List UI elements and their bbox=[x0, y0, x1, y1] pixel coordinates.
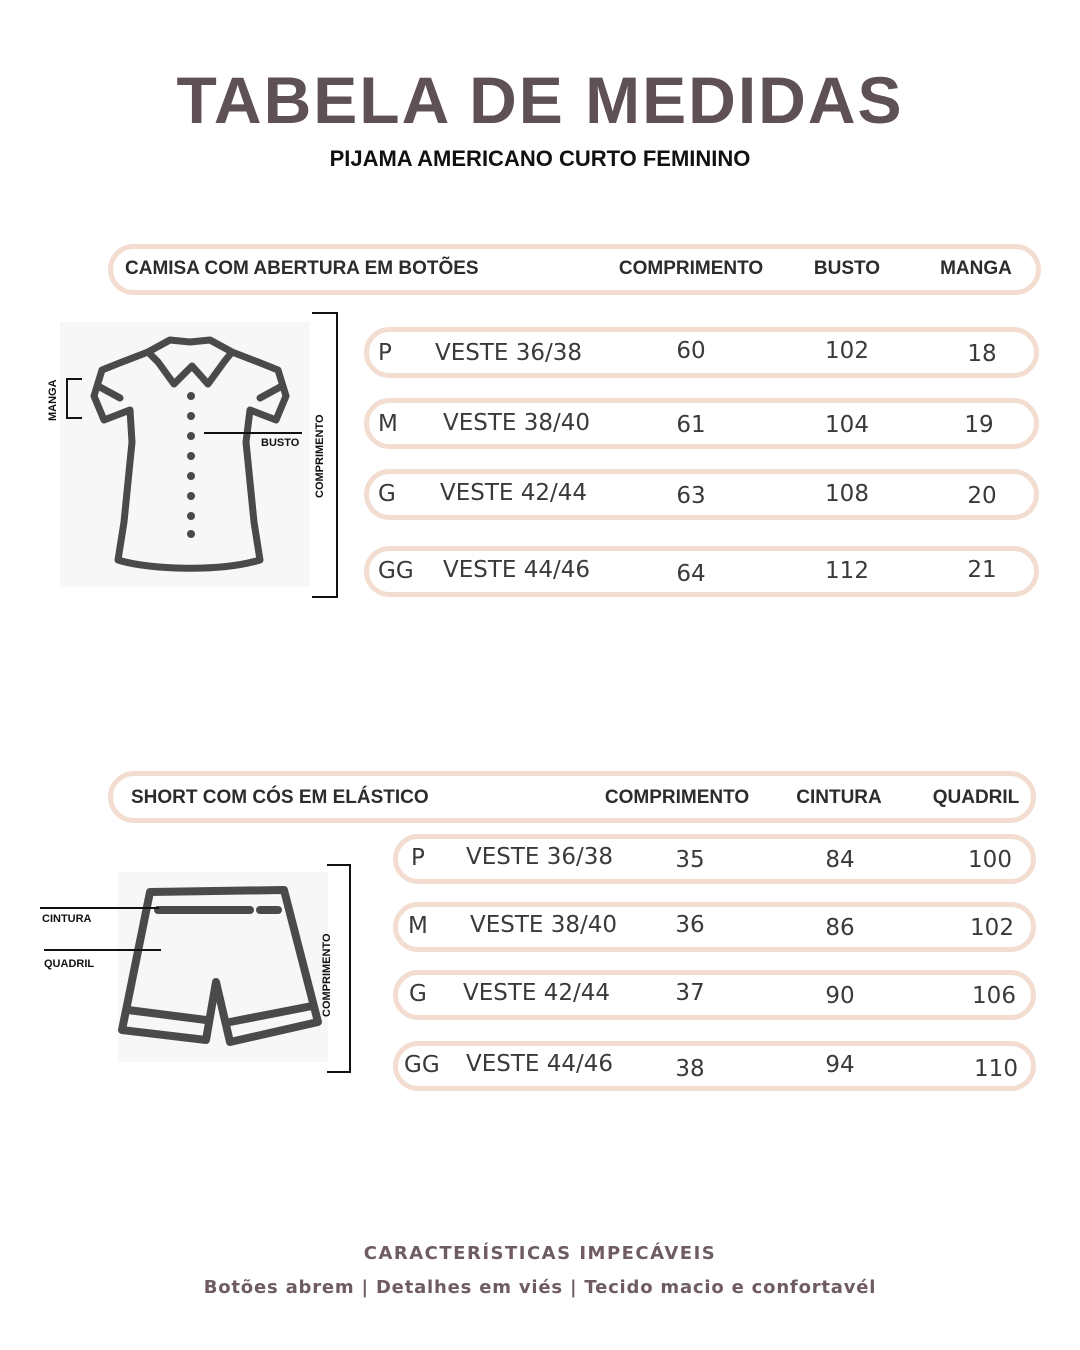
page-subtitle: PIJAMA AMERICANO CURTO FEMININO bbox=[329, 146, 751, 171]
size-cell: G bbox=[409, 981, 427, 1007]
shorts-header-title: SHORT COM CÓS EM ELÁSTICO bbox=[131, 787, 429, 808]
cintura-cell: 94 bbox=[825, 1052, 855, 1078]
size-cell: GG bbox=[404, 1052, 440, 1078]
fit-cell: VESTE 42/44 bbox=[440, 480, 588, 506]
size-cell: M bbox=[408, 913, 428, 939]
comprimento-cell: 36 bbox=[675, 912, 705, 938]
comprimento-cell: 37 bbox=[675, 980, 705, 1006]
size-cell: G bbox=[378, 481, 396, 507]
manga-bracket-bottom bbox=[66, 417, 82, 419]
cintura-label: CINTURA bbox=[42, 913, 92, 925]
busto-label: BUSTO bbox=[261, 437, 300, 449]
quadril-cell: 100 bbox=[968, 847, 1012, 873]
quadril-line bbox=[44, 949, 161, 951]
shirt-header-manga: MANGA bbox=[940, 258, 1012, 279]
comprimento-cell: 63 bbox=[676, 483, 706, 509]
quadril-cell: 106 bbox=[972, 983, 1016, 1009]
fit-cell: VESTE 38/40 bbox=[470, 912, 618, 938]
shirt-comprimento-label: COMPRIMENTO bbox=[314, 414, 326, 498]
manga-cell: 20 bbox=[967, 483, 997, 509]
size-cell: P bbox=[411, 845, 425, 871]
shorts-header-quadril: QUADRIL bbox=[932, 787, 1020, 808]
manga-cell: 18 bbox=[967, 341, 997, 367]
fit-cell: VESTE 36/38 bbox=[435, 340, 583, 366]
manga-bracket-top bbox=[66, 378, 82, 380]
fit-cell: VESTE 36/38 bbox=[466, 844, 614, 870]
fit-cell: VESTE 44/46 bbox=[466, 1051, 614, 1077]
shorts-header-comprimento: COMPRIMENTO bbox=[604, 787, 750, 808]
cintura-cell: 86 bbox=[825, 915, 855, 941]
cintura-cell: 90 bbox=[825, 983, 855, 1009]
fit-cell: VESTE 44/46 bbox=[443, 557, 591, 583]
shorts-header-cintura: CINTURA bbox=[796, 787, 882, 808]
page-title: TABELA DE MEDIDAS bbox=[176, 63, 904, 137]
comprimento-cell: 35 bbox=[675, 847, 705, 873]
manga-bracket-vertical bbox=[66, 378, 68, 419]
size-cell: GG bbox=[378, 558, 414, 584]
shorts-comprimento-label: COMPRIMENTO bbox=[321, 933, 333, 1017]
comprimento-cell: 38 bbox=[675, 1056, 705, 1082]
manga-cell: 21 bbox=[967, 557, 997, 583]
cintura-cell: 84 bbox=[825, 847, 855, 873]
shirt-header-title: CAMISA COM ABERTURA EM BOTÕES bbox=[125, 258, 479, 279]
quadril-label: QUADRIL bbox=[44, 958, 95, 970]
size-cell: M bbox=[378, 411, 398, 437]
comprimento-cell: 61 bbox=[676, 412, 706, 438]
features-list: Botões abrem | Detalhes em viés | Tecido macio e confortavél bbox=[203, 1277, 877, 1298]
busto-cell: 112 bbox=[825, 558, 869, 584]
quadril-cell: 102 bbox=[970, 915, 1014, 941]
shirt-header-busto: BUSTO bbox=[813, 258, 881, 279]
shirt-header-comprimento: COMPRIMENTO bbox=[618, 258, 764, 279]
manga-cell: 19 bbox=[964, 412, 994, 438]
shorts-illustration bbox=[118, 872, 328, 1062]
fit-cell: VESTE 42/44 bbox=[463, 980, 611, 1006]
busto-cell: 104 bbox=[825, 412, 869, 438]
quadril-cell: 110 bbox=[974, 1056, 1018, 1082]
busto-cell: 102 bbox=[825, 338, 869, 364]
fit-cell: VESTE 38/40 bbox=[443, 410, 591, 436]
comprimento-cell: 64 bbox=[676, 561, 706, 587]
shirt-illustration bbox=[60, 322, 310, 587]
features-title: CARACTERÍSTICAS IMPECÁVEIS bbox=[363, 1243, 717, 1264]
manga-label: MANGA bbox=[47, 379, 59, 421]
comprimento-cell: 60 bbox=[676, 338, 706, 364]
busto-cell: 108 bbox=[825, 481, 869, 507]
cintura-line bbox=[40, 907, 159, 909]
busto-line bbox=[204, 432, 302, 434]
size-cell: P bbox=[378, 340, 392, 366]
